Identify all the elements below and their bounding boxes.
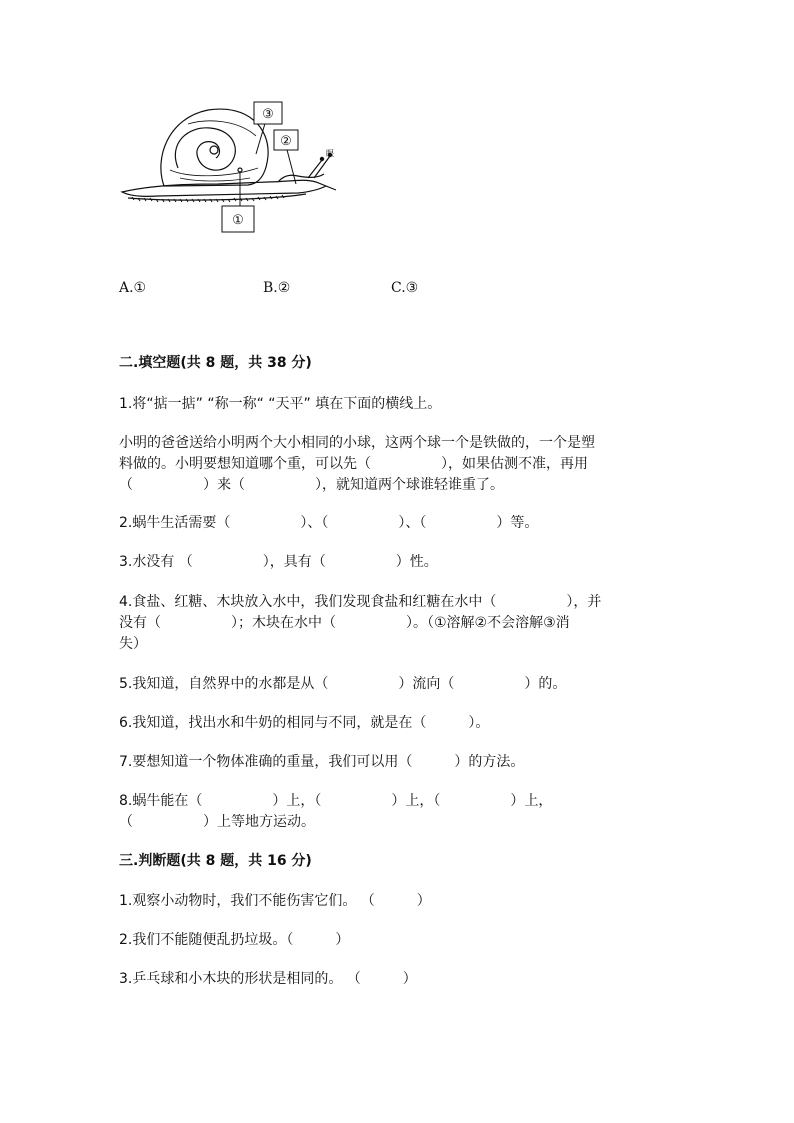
fill-q1-text <box>119 433 679 496</box>
fill-q4-line-1: 4.食盐、红糖、木块放入水中，我们发现食盐和红糖在水中（ ），并 <box>119 594 602 610</box>
fill-q4-line-3: 失） <box>119 636 147 652</box>
fill-q5: 5.我知道，自然界中的水都是从（ ）流向（ ）的。 <box>119 676 567 692</box>
label-3: ③ <box>262 107 274 122</box>
fill-q2: 2.蜗牛生活需要（ ）、（ ）、（ ）等。 <box>119 515 539 531</box>
judge-q3: 3.乒乓球和小木块的形状是相同的。 （ ） <box>119 971 417 987</box>
fill-q1-line-2: 料做的。小明要想知道哪个重，可以先（ ），如果估测不准，再用 <box>119 456 588 472</box>
option-c[interactable]: C.③ <box>391 280 419 296</box>
fill-q8-line-2: （ ）上等地方运动。 <box>119 814 315 830</box>
fill-q1-line-1: 小明的爸爸送给小明两个大小相同的小球，这两个球一个是铁做的，一个是塑 <box>119 435 595 451</box>
section-2-heading: 二.填空题(共 8 题，共 38 分) <box>119 355 312 371</box>
section-3-heading: 三.判断题(共 8 题，共 16 分) <box>119 853 312 869</box>
fill-q8 <box>119 791 679 833</box>
judge-q2: 2.我们不能随便乱扔垃圾。（ ） <box>119 932 350 948</box>
fill-q1-prompt: 1.将“掂一掂” “称一称“ “天平” 填在下面的横线上。 <box>119 396 442 412</box>
fill-q1-line-3: （ ）来（ ），就知道两个球谁轻谁重了。 <box>119 477 504 493</box>
label-2: ② <box>280 134 292 149</box>
snail-diagram <box>118 98 348 238</box>
fill-q7: 7.要想知道一个物体准确的重量，我们可以用（ ）的方法。 <box>119 754 525 770</box>
fill-q8-line-1: 8.蜗牛能在（ ）上，（ ）上，（ ）上， <box>119 793 553 809</box>
eye-label: 眼 <box>326 149 334 158</box>
option-b[interactable]: B.② <box>263 280 291 296</box>
fill-q6: 6.我知道，找出水和牛奶的相同与不同，就是在（ ）。 <box>119 715 490 731</box>
option-a[interactable]: A.① <box>119 280 147 296</box>
judge-q1: 1.观察小动物时，我们不能伤害它们。 （ ） <box>119 893 431 909</box>
label-1: ① <box>232 213 244 228</box>
fill-q3: 3.水没有 （ ），具有（ ）性。 <box>119 554 438 570</box>
fill-q4-line-2: 没有（ ）；木块在水中（ ）。（①溶解②不会溶解③消 <box>119 615 570 631</box>
fill-q4 <box>119 592 679 655</box>
